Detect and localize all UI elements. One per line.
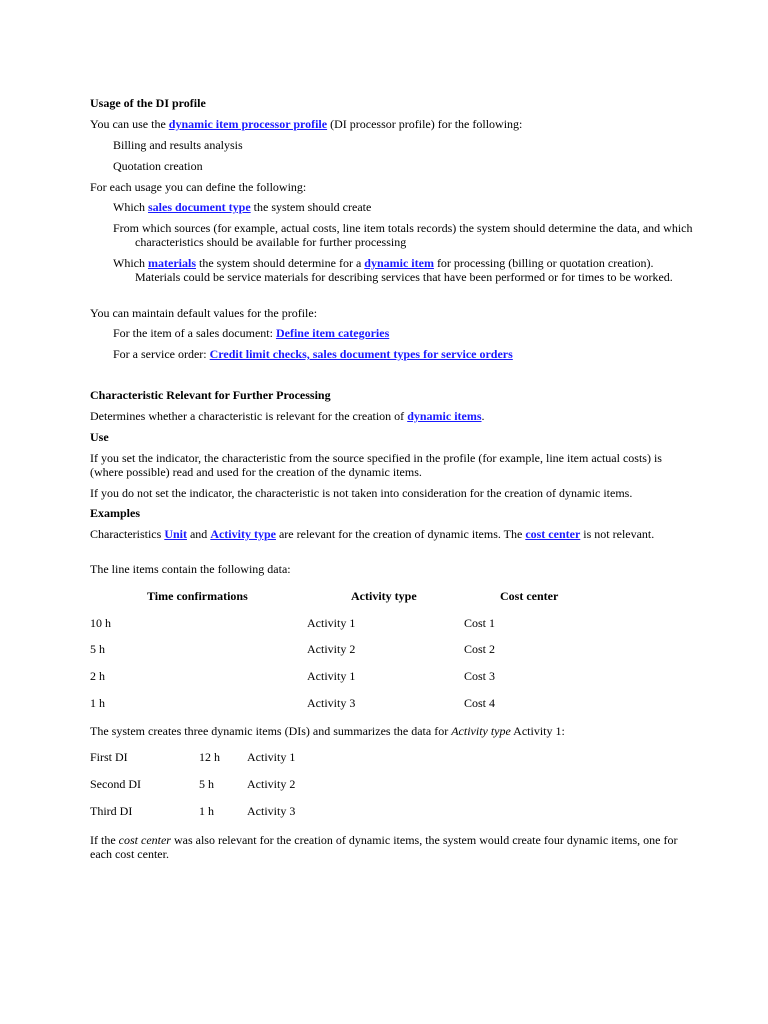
di-cell: First DI (90, 750, 128, 764)
table-cell: Activity 3 (307, 696, 356, 710)
defaults-intro: You can maintain default values for the profile: (90, 306, 318, 320)
di-cell: 1 h (199, 804, 214, 818)
section-heading-di-profile: Usage of the DI profile (90, 96, 206, 110)
table-cell: 1 h (90, 696, 105, 710)
define-item-materials (113, 256, 695, 284)
final-paragraph (90, 833, 680, 861)
final-em: cost center (118, 833, 171, 847)
section-heading-characteristic: Characteristic Relevant for Further Processing (90, 388, 331, 402)
default-a-pre: For the item of a sales document: (113, 326, 276, 340)
table-cell: Activity 2 (307, 642, 356, 656)
di-cell: Second DI (90, 777, 141, 791)
define-item-c-pre: Which (113, 256, 148, 270)
table-cell: Cost 3 (464, 669, 496, 683)
final-pre: If the (90, 833, 119, 847)
determines-pre: Determines whether a characteristic is relevant for the creation of (90, 409, 408, 423)
table-cell: Cost 1 (464, 616, 496, 630)
link-activity-type[interactable]: Activity type (210, 527, 276, 541)
creates-em: Activity type (451, 724, 511, 738)
link-dynamic-items[interactable]: dynamic items (407, 409, 482, 423)
define-item-sources: From which sources (for example, actual costs, line item totals records) the system should determine the data, and which characteristics should be available for further processing (113, 221, 693, 249)
default-item-sales-doc (113, 326, 389, 341)
default-item-service-order (113, 347, 513, 362)
use-paragraph-1: If you set the indicator, the characteristic from the source specified in the profile (for example, line item actual costs) is (where possible) read and used for the creation of the dynamic items. (90, 451, 662, 479)
define-item-a-post: the system should create (250, 200, 372, 214)
usage-item-quotation: Quotation creation (113, 159, 203, 173)
link-materials[interactable]: materials (148, 256, 196, 270)
table-header-time: Time confirmations (147, 589, 248, 603)
table-header-activity: Activity type (351, 589, 417, 603)
creates-paragraph (90, 724, 565, 739)
di-cell: Activity 3 (247, 804, 296, 818)
table-cell: Activity 1 (307, 616, 356, 630)
di-cell: Activity 1 (247, 750, 296, 764)
link-dynamic-item[interactable]: dynamic item (364, 256, 434, 270)
define-item-c-post: for processing (billing or quotation creation). Materials could be service materials for describing services that have been performed or for times to be worked. (135, 256, 673, 284)
link-credit-limit-checks[interactable]: Credit limit checks, sales document types for service orders (209, 347, 513, 361)
di-cell: Activity 2 (247, 777, 296, 791)
define-item-a-pre: Which (113, 200, 148, 214)
table-cell: Cost 4 (464, 696, 496, 710)
creates-post: Activity 1: (510, 724, 565, 738)
di-cell: Third DI (90, 804, 133, 818)
link-unit[interactable]: Unit (164, 527, 187, 541)
link-dynamic-item-processor-profile[interactable]: dynamic item processor profile (168, 117, 328, 131)
examples-paragraph (90, 527, 690, 541)
define-intro: For each usage you can define the following: (90, 180, 307, 194)
di-cell: 12 h (199, 750, 220, 764)
examples-mid2: are relevant for the creation of dynamic items. The (275, 527, 526, 541)
examples-heading: Examples (90, 506, 141, 520)
examples-post: is not relevant. (580, 527, 655, 541)
table-cell: 2 h (90, 669, 105, 683)
link-define-item-categories[interactable]: Define item categories (275, 326, 390, 340)
table-cell: 10 h (90, 616, 111, 630)
line-items-intro: The line items contain the following data: (90, 562, 291, 576)
table-cell: 5 h (90, 642, 105, 656)
use-heading: Use (90, 430, 109, 444)
examples-pre: Characteristics (90, 527, 165, 541)
default-b-pre: For a service order: (113, 347, 210, 361)
table-header-cost-center: Cost center (500, 589, 559, 603)
intro-text-post: (DI processor profile) for the following: (327, 117, 523, 131)
link-cost-center[interactable]: cost center (525, 527, 581, 541)
di-cell: 5 h (199, 777, 214, 791)
examples-mid1: and (186, 527, 211, 541)
define-item-c-mid: the system should determine for a (195, 256, 365, 270)
table-cell: Activity 1 (307, 669, 356, 683)
table-cell: Cost 2 (464, 642, 496, 656)
intro-paragraph (90, 117, 522, 132)
creates-pre: The system creates three dynamic items (DIs) and summarizes the data for (90, 724, 452, 738)
determines-post: . (481, 409, 485, 423)
link-sales-document-type[interactable]: sales document type (148, 200, 251, 214)
define-item-sales-doc (113, 200, 371, 215)
determines-paragraph (90, 409, 485, 424)
intro-text-pre: You can use the (90, 117, 169, 131)
use-paragraph-2: If you do not set the indicator, the characteristic is not taken into consideration for the creation of dynamic items. (90, 486, 633, 500)
final-post: was also relevant for the creation of dynamic items, the system would create four dynamic items, one for each cost center. (90, 833, 678, 861)
usage-item-billing: Billing and results analysis (113, 138, 243, 152)
